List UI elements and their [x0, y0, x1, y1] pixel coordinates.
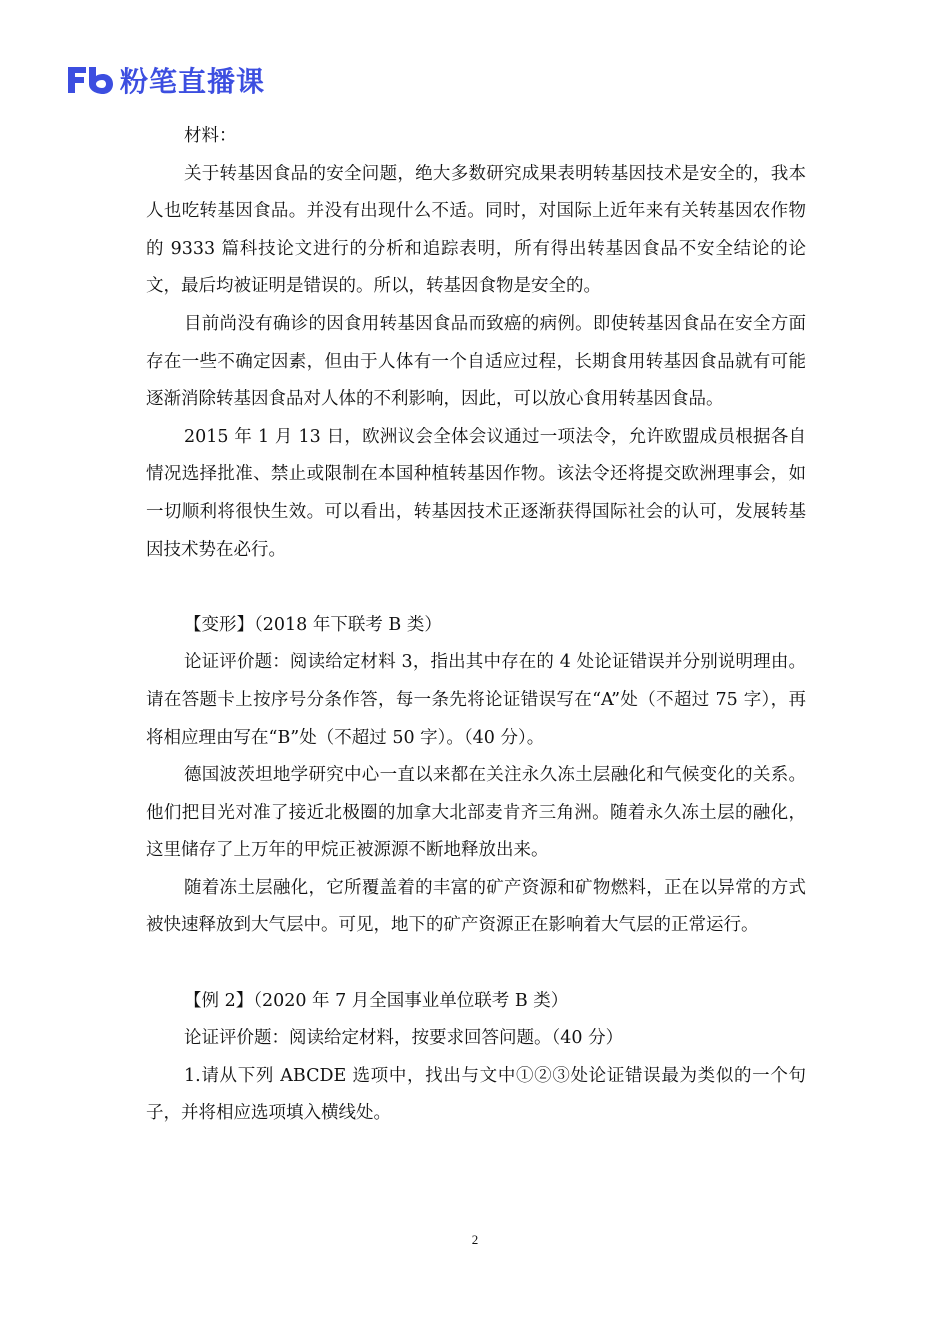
paragraph: 关于转基因食品的安全问题，绝大多数研究成果表明转基因技术是安全的，我本人也吃转基因食品。并没有出现什么不适。同时，对国际上近年来有关转基因农作物的 9333 篇科技论文进行的分析和追踪表明，所有得出转基因食品不安全结论的论文，最后均被证明是错误的。所以，转基因食物是安全的。 — [146, 163, 806, 297]
document-body — [146, 118, 806, 1133]
paragraph: 材料： — [184, 126, 237, 146]
paragraph: 1.请从下列 ABCDE 选项中，找出与文中①②③处论证错误最为类似的一个句子，并将相应选项填入横线处。 — [146, 1065, 806, 1124]
paragraph: 目前尚没有确诊的因食用转基因食品而致癌的病例。即使转基因食品在安全方面存在一些不确定因素，但由于人体有一个自适应过程，长期食用转基因食品就有可能逐渐消除转基因食品对人体的不利影响，因此，可以放心食用转基因食品。 — [146, 313, 806, 410]
paragraph: 论证评价题：阅读给定材料 3，指出其中存在的 4 处论证错误并分别说明理由。请在答题卡上按序号分条作答，每一条先将论证错误写在“A”处（不超过 75 字），再将相应理由写在“B”处（不超过 50 字）。（40 分）。 — [146, 652, 806, 748]
paragraph: 随着冻土层融化，它所覆盖着的丰富的矿产资源和矿物燃料，正在以异常的方式被快速释放到大气层中。可见，地下的矿产资源正在影响着大气层的正常运行。 — [146, 877, 806, 936]
brand-header — [66, 62, 265, 98]
paragraph-spacer — [146, 945, 806, 983]
paragraph-spacer — [146, 569, 806, 607]
paragraph: 2015 年 1 月 13 日，欧洲议会全体会议通过一项法令，允许欧盟成员根据各自情况选择批准、禁止或限制在本国种植转基因作物。该法令还将提交欧洲理事会，如一切顺利将很快生效。可以看出，转基因技术正逐渐获得国际社会的认可，发展转基因技术势在必行。 — [146, 426, 806, 560]
fb-logo-icon — [66, 64, 114, 96]
paragraph: 论证评价题：阅读给定材料，按要求回答问题。（40 分） — [184, 1028, 624, 1049]
paragraph: 【例 2】（2020 年 7 月全国事业单位联考 B 类） — [184, 990, 569, 1011]
paragraph: 德国波茨坦地学研究中心一直以来都在关注永久冻土层融化和气候变化的关系。他们把目光对准了接近北极圈的加拿大北部麦肯齐三角洲。随着永久冻土层的融化，这里储存了上万年的甲烷正被源源不断地释放出来。 — [146, 765, 806, 861]
brand-logo-text: 粉笔直播课 — [120, 65, 266, 98]
page-number: 2 — [471, 1232, 479, 1247]
paragraph: 【变形】（2018 年下联考 B 类） — [184, 614, 442, 635]
